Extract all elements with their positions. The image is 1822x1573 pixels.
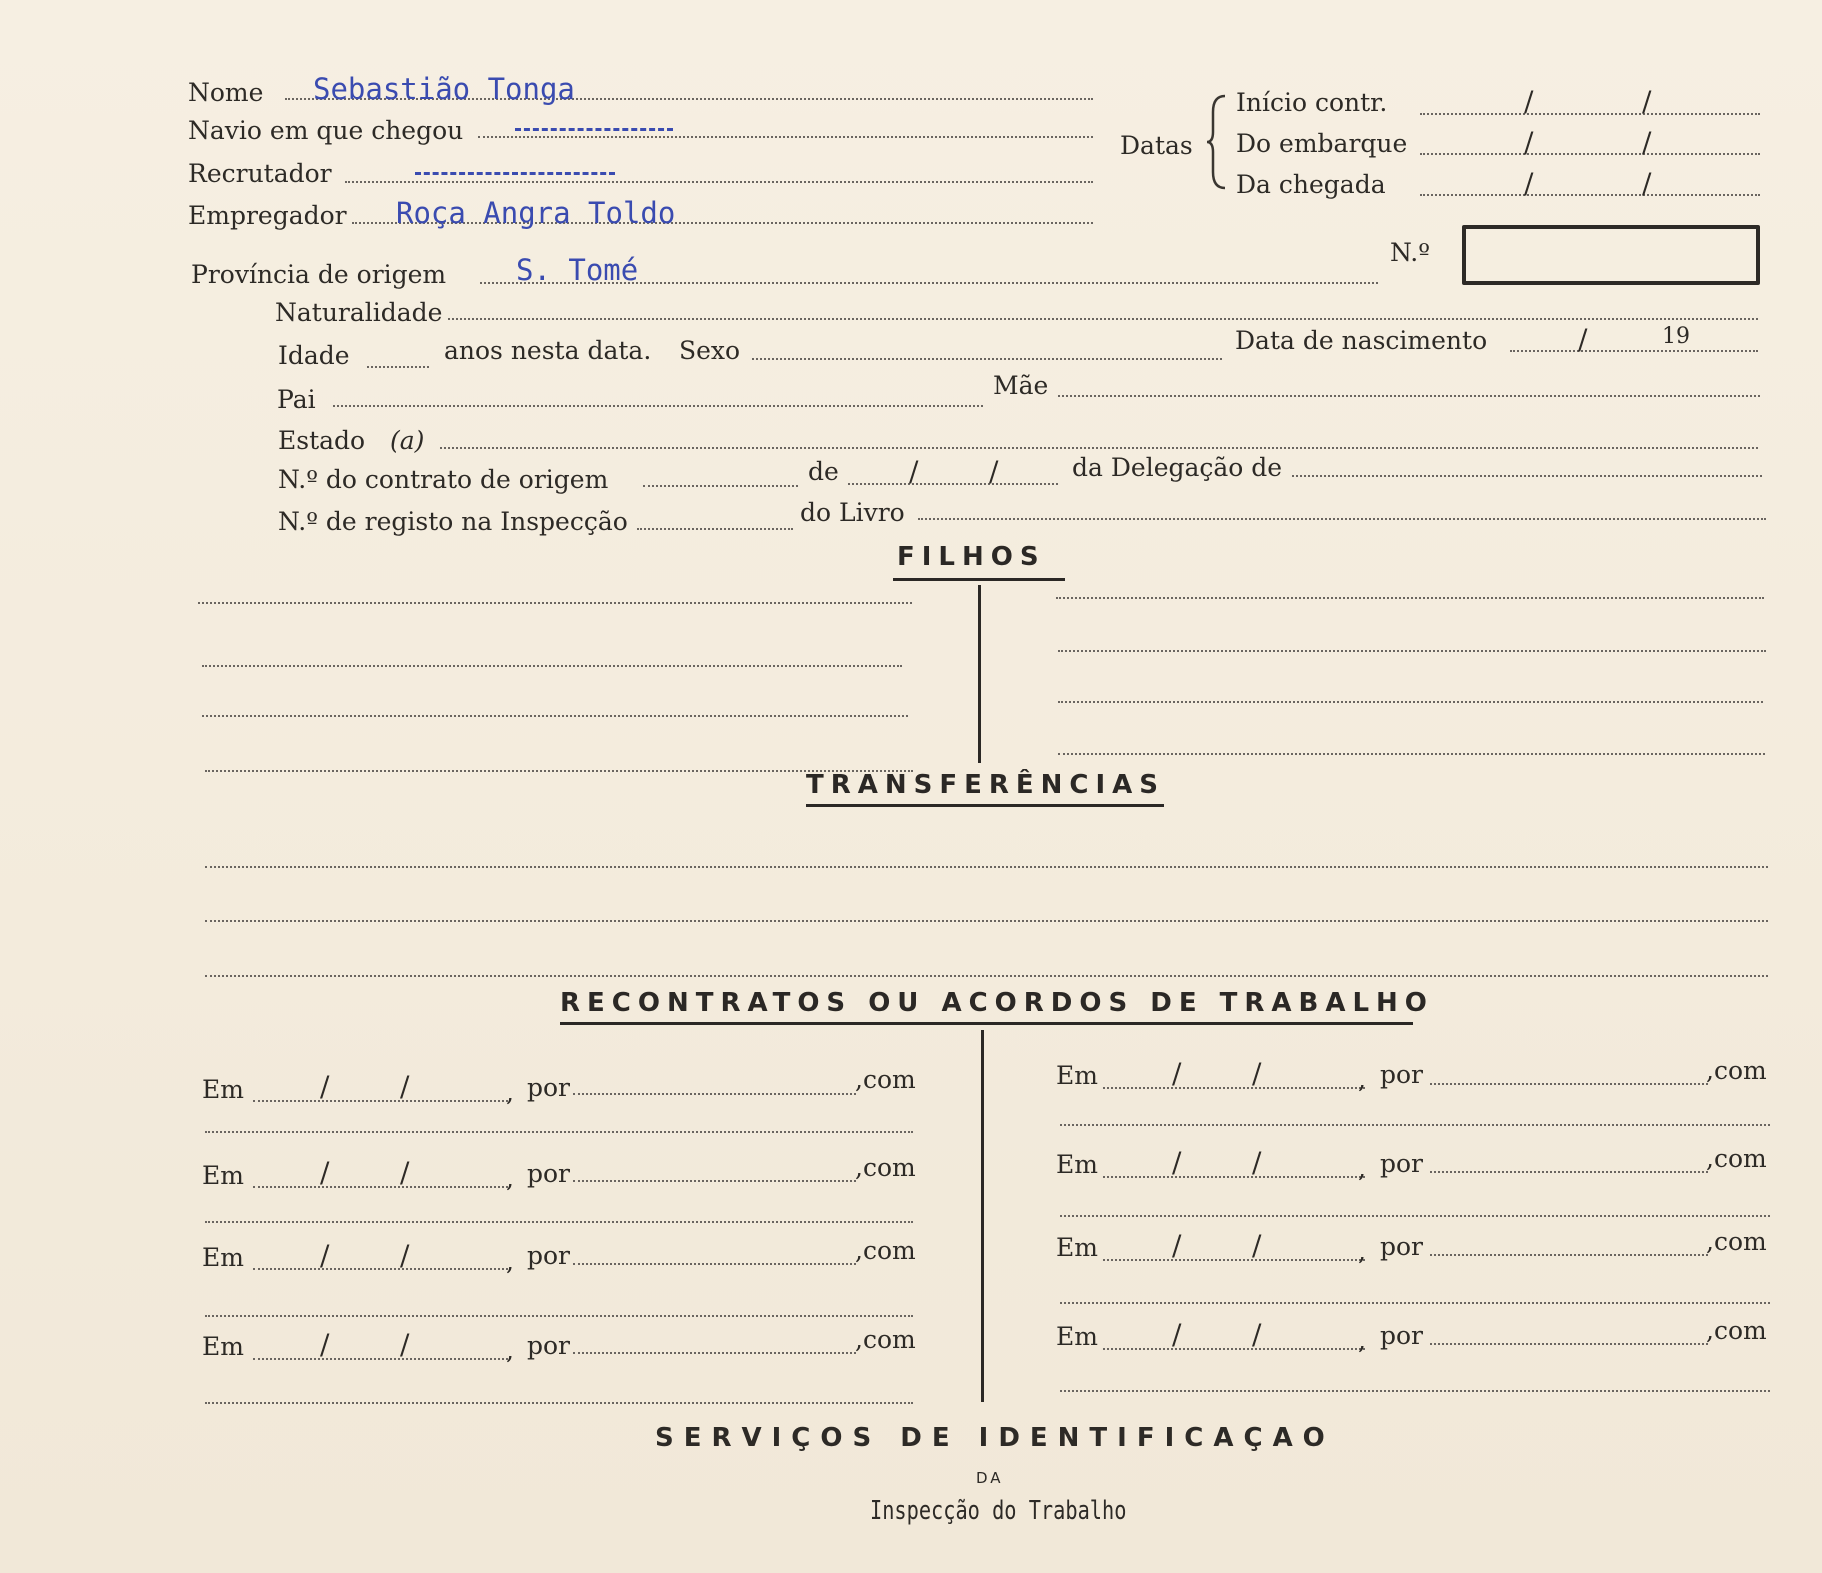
label-por: por <box>527 1073 571 1102</box>
label-mae: Mãe <box>993 371 1049 400</box>
field-line-pai <box>333 405 983 407</box>
recontratos-divider <box>981 1030 984 1402</box>
field-line-por <box>573 1093 856 1095</box>
field-line-por <box>1430 1171 1708 1173</box>
field-line-idade <box>367 366 429 368</box>
field-line-com <box>1060 1302 1770 1304</box>
label-em: Em <box>202 1243 244 1272</box>
label-em: Em <box>202 1075 244 1104</box>
filhos-right-line-2 <box>1058 650 1766 652</box>
label-em: Em <box>202 1161 244 1190</box>
label-empregador: Empregador <box>188 201 347 230</box>
transferencias-line-3 <box>205 975 1768 977</box>
label-com: ,com <box>855 1065 916 1094</box>
field-line-date <box>1103 1087 1365 1089</box>
slash: / <box>400 1328 410 1361</box>
comma: , <box>506 1164 514 1193</box>
heading-transferencias: TRANSFERÊNCIAS <box>806 770 1166 800</box>
label-em: Em <box>1056 1061 1098 1090</box>
slash-inicio-1: / <box>1524 85 1534 118</box>
filhos-divider <box>978 585 981 763</box>
slash: / <box>1252 1318 1262 1351</box>
comma: , <box>1358 1237 1366 1266</box>
filhos-right-line-1 <box>1056 597 1764 599</box>
field-line-date <box>253 1358 508 1360</box>
label-data-nascimento: Data de nascimento <box>1235 326 1488 355</box>
label-por: por <box>527 1331 571 1360</box>
label-estado-nota: (a) <box>390 426 425 455</box>
label-delegacao: da Delegação de <box>1072 453 1283 482</box>
field-line-com <box>205 1315 913 1317</box>
comma: , <box>1358 1065 1366 1094</box>
field-line-registo <box>637 528 793 530</box>
slash: / <box>1172 1229 1182 1262</box>
field-line-date <box>253 1268 508 1270</box>
label-por: por <box>1380 1149 1424 1178</box>
slash-nascimento: / <box>1578 323 1588 356</box>
field-line-date <box>1103 1348 1365 1350</box>
numero-box[interactable] <box>1462 225 1760 285</box>
value-recrutador-crossed[interactable] <box>415 172 615 175</box>
label-por: por <box>1380 1232 1424 1261</box>
footer-title: SERVIÇOS DE IDENTIFICAÇAO <box>655 1423 1335 1453</box>
label-com: ,com <box>855 1153 916 1182</box>
transferencias-line-2 <box>205 920 1768 922</box>
field-line-sexo <box>752 358 1222 360</box>
field-line-com <box>1060 1215 1770 1217</box>
field-line-date <box>1103 1176 1365 1178</box>
footer-inspeccao: Inspecção do Trabalho <box>870 1496 1127 1526</box>
value-navio-crossed[interactable] <box>515 128 673 131</box>
slash: / <box>320 1239 330 1272</box>
filhos-right-line-3 <box>1058 701 1763 703</box>
slash-embarque-2: / <box>1642 126 1652 159</box>
label-navio: Navio em que chegou <box>188 116 464 145</box>
label-naturalidade: Naturalidade <box>275 298 443 327</box>
label-pai: Pai <box>277 385 316 414</box>
slash: / <box>320 1070 330 1103</box>
comma: , <box>1358 1154 1366 1183</box>
label-por: por <box>1380 1060 1424 1089</box>
field-line-livro <box>918 518 1766 520</box>
slash: / <box>1172 1146 1182 1179</box>
comma: , <box>506 1336 514 1365</box>
heading-recontratos: RECONTRATOS OU ACORDOS DE TRABALHO <box>560 988 1434 1018</box>
field-line-com <box>205 1221 913 1223</box>
slash-embarque-1: / <box>1524 126 1534 159</box>
label-em: Em <box>1056 1322 1098 1351</box>
label-sexo: Sexo <box>679 336 741 365</box>
slash: / <box>1172 1318 1182 1351</box>
value-provincia[interactable]: S. Tomé <box>516 253 639 287</box>
label-chegada: Da chegada <box>1236 170 1386 199</box>
field-line-por <box>1430 1254 1708 1256</box>
field-line-com <box>205 1402 913 1404</box>
label-inicio: Início contr. <box>1236 88 1388 117</box>
label-em: Em <box>1056 1233 1098 1262</box>
label-registo: N.º de registo na Inspecção <box>278 507 628 536</box>
label-com: ,com <box>1706 1144 1767 1173</box>
filhos-left-line-2 <box>202 665 902 667</box>
comma: , <box>506 1247 514 1276</box>
value-empregador[interactable]: Roça Angra Toldo <box>396 196 676 230</box>
slash: / <box>320 1328 330 1361</box>
slash-contrato-1: / <box>909 455 919 488</box>
field-line-por <box>573 1352 856 1354</box>
label-ano-19: 19 <box>1662 324 1690 349</box>
filhos-left-line-1 <box>198 602 912 604</box>
field-line-date <box>253 1186 508 1188</box>
label-por: por <box>1380 1321 1424 1350</box>
label-numero: N.º <box>1390 238 1430 267</box>
slash: / <box>400 1070 410 1103</box>
comma: , <box>506 1078 514 1107</box>
label-recrutador: Recrutador <box>188 159 332 188</box>
footer-da: DA <box>976 1469 1004 1487</box>
field-line-data-nascimento <box>1510 350 1758 352</box>
comma: , <box>1358 1326 1366 1355</box>
field-line-por <box>1430 1083 1708 1085</box>
field-line-recrutador <box>345 181 1093 183</box>
slash: / <box>320 1156 330 1189</box>
field-line-por <box>573 1180 856 1182</box>
field-line-por <box>573 1263 856 1265</box>
field-line-inicio <box>1420 113 1760 115</box>
heading-filhos-underline <box>893 578 1065 581</box>
label-por: por <box>527 1159 571 1188</box>
slash-inicio-2: / <box>1642 85 1652 118</box>
slash: / <box>1252 1146 1262 1179</box>
field-line-por <box>1430 1343 1708 1345</box>
field-line-navio <box>478 136 1093 138</box>
label-com: ,com <box>855 1236 916 1265</box>
slash-chegada-2: / <box>1642 167 1652 200</box>
label-com: ,com <box>1706 1227 1767 1256</box>
field-line-naturalidade <box>448 318 1758 320</box>
field-line-contrato-data <box>848 483 1058 485</box>
label-em: Em <box>202 1332 244 1361</box>
field-line-contrato <box>643 485 798 487</box>
label-com: ,com <box>855 1325 916 1354</box>
label-de: de <box>808 457 839 486</box>
label-idade: Idade <box>278 341 350 370</box>
transferencias-line-1 <box>205 866 1768 868</box>
slash-contrato-2: / <box>989 455 999 488</box>
label-com: ,com <box>1706 1056 1767 1085</box>
label-nome: Nome <box>188 78 264 107</box>
label-anos-nesta-data: anos nesta data. <box>444 336 652 365</box>
slash: / <box>400 1156 410 1189</box>
field-line-com <box>1060 1124 1770 1126</box>
slash-chegada-1: / <box>1524 167 1534 200</box>
heading-filhos: FILHOS <box>897 542 1046 572</box>
slash: / <box>1252 1057 1262 1090</box>
field-line-mae <box>1058 395 1760 397</box>
field-line-estado <box>440 447 1758 449</box>
label-por: por <box>527 1241 571 1270</box>
filhos-right-line-4 <box>1058 753 1765 755</box>
slash: / <box>400 1239 410 1272</box>
slash: / <box>1172 1057 1182 1090</box>
field-line-date <box>1103 1259 1365 1261</box>
field-line-delegacao <box>1292 475 1762 477</box>
label-em: Em <box>1056 1150 1098 1179</box>
label-embarque: Do embarque <box>1236 129 1408 158</box>
field-line-com <box>1060 1390 1770 1392</box>
field-line-date <box>253 1100 508 1102</box>
brace-icon <box>1205 92 1233 192</box>
label-datas: Datas <box>1120 131 1193 160</box>
field-line-com <box>205 1131 913 1133</box>
field-line-embarque <box>1420 153 1760 155</box>
label-contrato: N.º do contrato de origem <box>278 465 609 494</box>
slash: / <box>1252 1229 1262 1262</box>
value-nome[interactable]: Sebastião Tonga <box>313 72 575 106</box>
label-provincia: Província de origem <box>191 260 447 289</box>
label-estado: Estado <box>278 426 366 455</box>
label-livro: do Livro <box>800 498 905 527</box>
heading-recontratos-underline <box>560 1022 1413 1025</box>
heading-transferencias-underline <box>806 804 1164 807</box>
label-com: ,com <box>1706 1316 1767 1345</box>
field-line-chegada <box>1420 194 1760 196</box>
filhos-left-line-3 <box>202 715 908 717</box>
